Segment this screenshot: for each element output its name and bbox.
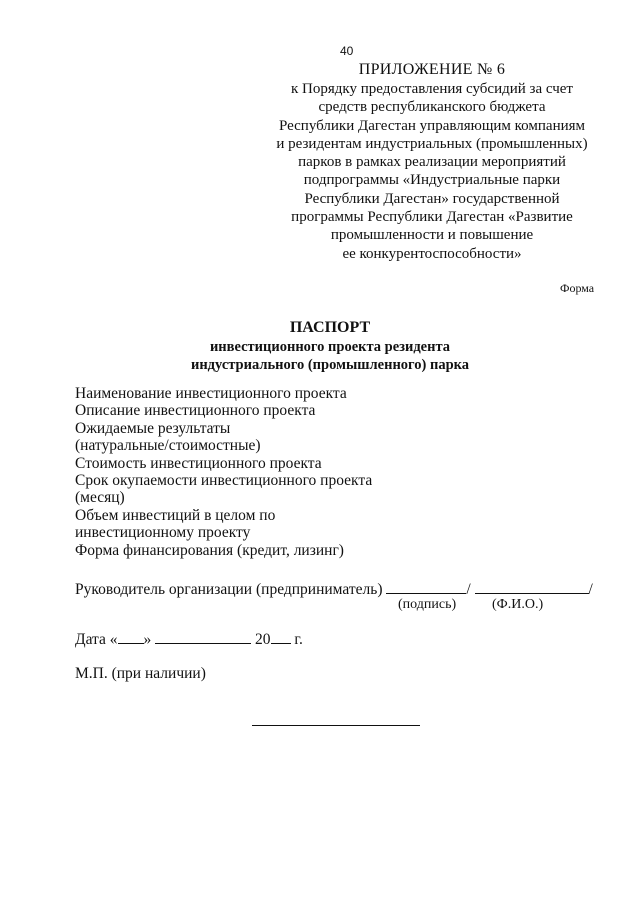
field-project-description: Описание инвестиционного проекта: [75, 402, 316, 420]
appendix-line: программы Республики Дагестан «Развитие: [291, 209, 573, 226]
signature-label: Руководитель организации (предприниматель): [75, 581, 383, 598]
page-number: 40: [340, 44, 354, 58]
passport-fields: [75, 385, 372, 559]
field-project-name: Наименование инвестиционного проекта: [75, 385, 347, 402]
stamp-place: М.П. (при наличии): [75, 665, 206, 682]
document-title: ПАСПОРТ: [289, 319, 371, 336]
appendix-line: к Порядку предоставления субсидий за счет: [291, 81, 573, 97]
month-blank[interactable]: [155, 628, 251, 644]
year-prefix: 20: [255, 631, 271, 648]
signature-blank[interactable]: [386, 578, 466, 594]
year-suffix: г.: [294, 631, 303, 648]
appendix-line: парков в рамках реализации мероприятий: [298, 154, 566, 171]
appendix-line: Республики Дагестан» государственной: [304, 190, 560, 207]
appendix-title: ПРИЛОЖЕНИЕ № 6: [358, 61, 506, 78]
field-financing-form: Форма финансирования (кредит, лизинг): [75, 541, 344, 559]
end-divider: [252, 725, 420, 726]
appendix-line: промышленности и повышение: [330, 227, 534, 244]
day-blank[interactable]: [118, 628, 144, 644]
field-expected-results-note: (натуральные/стоимостные): [75, 437, 261, 455]
date-quote-close: »: [143, 631, 152, 648]
appendix-line: ее конкурентоспособности»: [342, 245, 522, 262]
signature-end: /: [588, 581, 593, 598]
name-blank[interactable]: [475, 578, 589, 594]
field-expected-results: Ожидаемые результаты: [75, 419, 231, 437]
document-subtitle-line: индустриального (промышленного) парка: [190, 357, 470, 373]
appendix-line: Республики Дагестан управляющим компаниям: [278, 117, 586, 134]
document-heading: [160, 318, 500, 374]
field-investment-volume-cont: инвестиционному проекту: [75, 524, 251, 542]
appendix-header: [262, 60, 602, 263]
name-caption: (Ф.И.О.): [492, 597, 544, 612]
form-label: Форма: [560, 281, 595, 295]
field-project-cost: Стоимость инвестиционного проекта: [75, 454, 322, 472]
appendix-line: средств республиканского бюджета: [318, 99, 546, 116]
date-row: [75, 628, 303, 649]
signature-separator: /: [466, 581, 471, 598]
signature-caption: (подпись): [398, 597, 457, 612]
field-payback-period: Срок окупаемости инвестиционного проекта: [75, 472, 373, 490]
appendix-line: подпрограммы «Индустриальные парки: [303, 172, 561, 189]
document-subtitle-line: инвестиционного проекта резидента: [209, 339, 451, 355]
appendix-line: и резидентам индустриальных (промышленных): [276, 135, 588, 152]
field-payback-period-unit: (месяц): [75, 489, 125, 507]
year-blank[interactable]: [271, 628, 291, 644]
date-label: Дата «: [75, 631, 118, 648]
field-investment-volume: Объем инвестиций в целом по: [75, 506, 276, 524]
signature-row: [75, 578, 593, 599]
